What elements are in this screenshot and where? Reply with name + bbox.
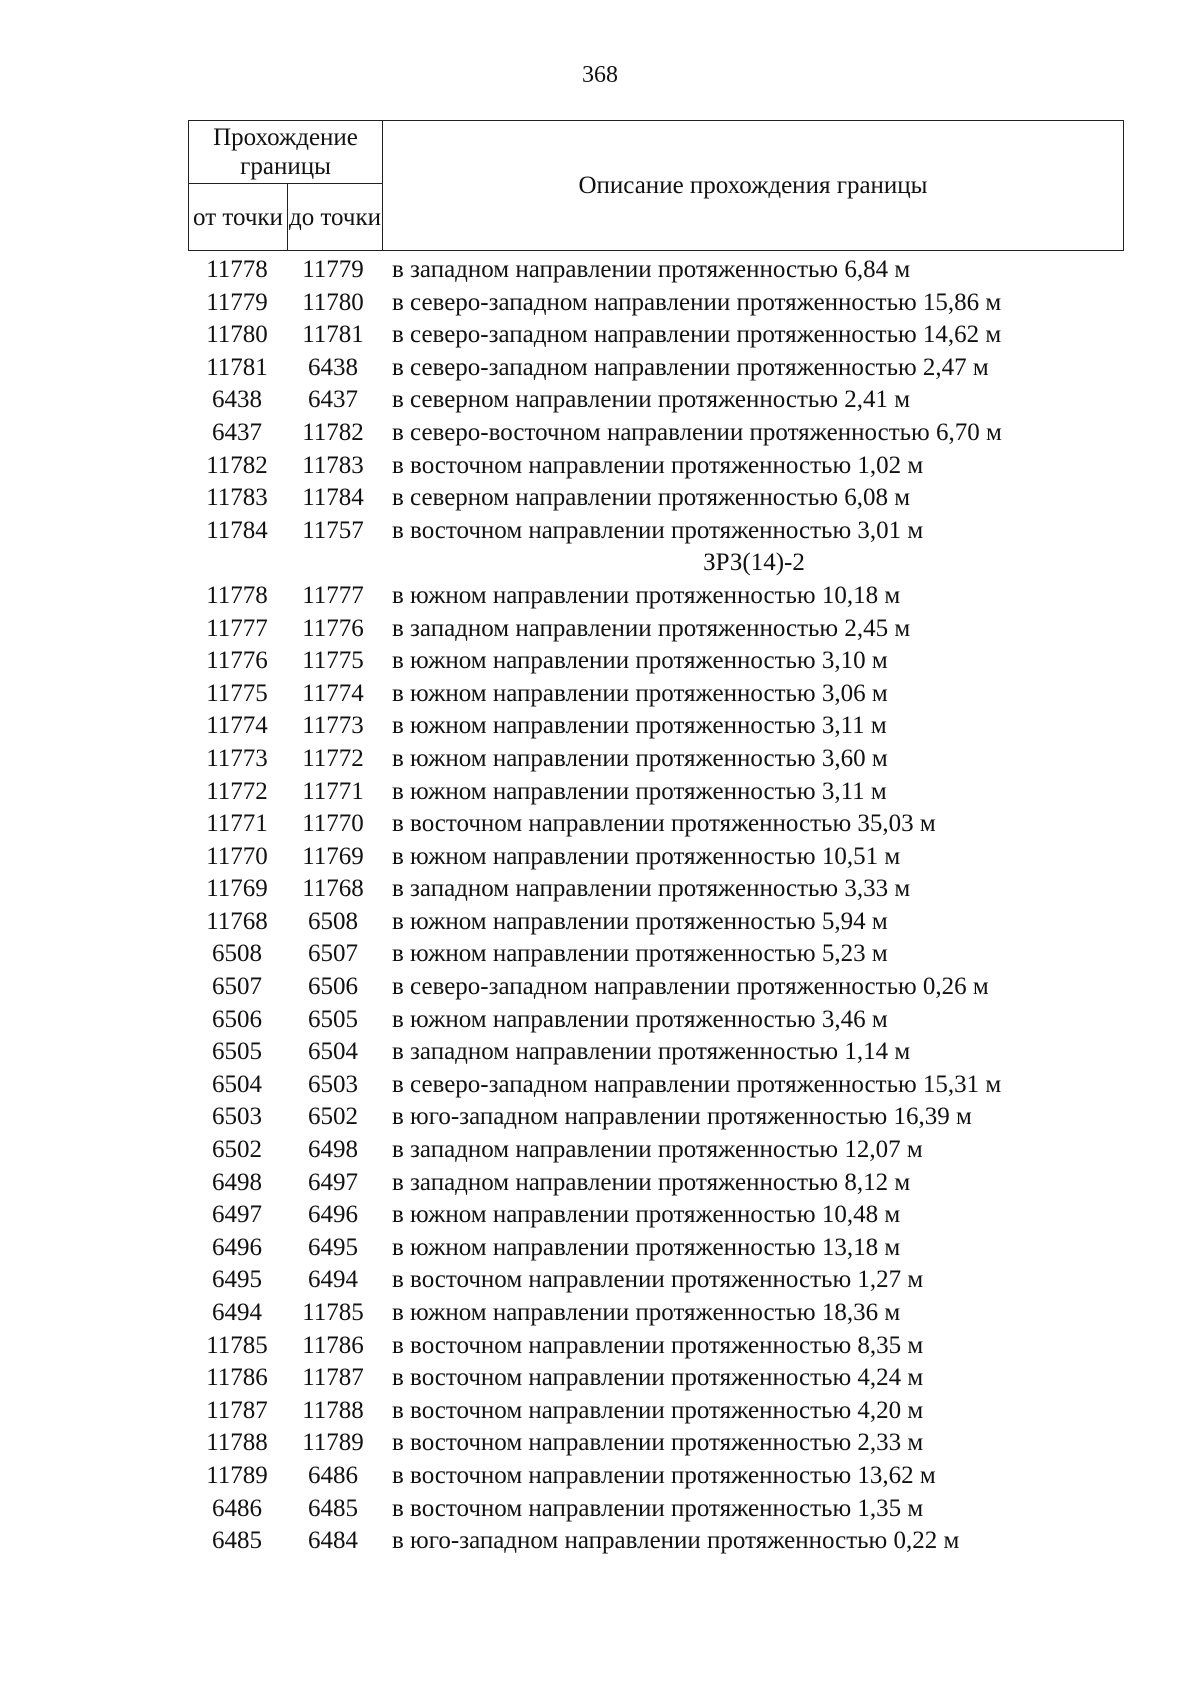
header-from-point: от точки <box>189 184 288 251</box>
from-point: 11778 <box>206 581 268 609</box>
from-point: 11783 <box>206 484 268 512</box>
table-row <box>188 384 1128 417</box>
to-point: 11783 <box>302 451 364 479</box>
from-point: 11786 <box>206 1364 268 1392</box>
from-point: 11777 <box>206 614 268 642</box>
table-row <box>188 1362 1128 1395</box>
boundary-description: в восточном направлении протяженностью 8,35 м <box>392 1331 924 1359</box>
boundary-description: в южном направлении протяженностью 5,94 м <box>392 907 888 935</box>
to-point: 11784 <box>302 484 364 512</box>
boundary-description: в южном направлении протяженностью 13,18 м <box>392 1233 901 1261</box>
to-point: 11757 <box>302 516 364 544</box>
from-point: 6507 <box>212 973 262 1001</box>
to-point: 6496 <box>308 1201 358 1229</box>
from-point: 11788 <box>206 1429 268 1457</box>
boundary-description: в южном направлении протяженностью 3,11 м <box>392 777 887 805</box>
from-point: 6506 <box>212 1005 262 1033</box>
to-point: 6485 <box>308 1494 358 1522</box>
from-point: 6497 <box>212 1201 262 1229</box>
boundary-description: в восточном направлении протяженностью 35,03 м <box>392 810 936 838</box>
from-point: 6503 <box>212 1103 262 1131</box>
boundary-rows <box>188 254 1128 1558</box>
to-point: 11782 <box>302 418 364 446</box>
to-point: 11787 <box>302 1364 364 1392</box>
table-row <box>188 613 1128 646</box>
table-row <box>188 743 1128 776</box>
table-row <box>188 1460 1128 1493</box>
table-row <box>188 1199 1128 1232</box>
boundary-description: в южном направлении протяженностью 3,06 м <box>392 679 888 707</box>
to-point: 6437 <box>308 386 358 414</box>
boundary-description: в северо-восточном направлении протяженностью 6,70 м <box>392 418 1002 446</box>
to-point: 6506 <box>308 973 358 1001</box>
from-point: 11784 <box>206 516 268 544</box>
boundary-description: в восточном направлении протяженностью 1,35 м <box>392 1494 924 1522</box>
to-point: 6507 <box>308 940 358 968</box>
boundary-description: в юго-западном направлении протяженностью 16,39 м <box>392 1103 972 1131</box>
boundary-description: в западном направлении протяженностью 8,12 м <box>392 1168 911 1196</box>
boundary-description: в северо-западном направлении протяженностью 2,47 м <box>392 353 989 381</box>
boundary-description: в восточном направлении протяженностью 1,02 м <box>392 451 924 479</box>
from-point: 11775 <box>206 679 268 707</box>
to-point: 11775 <box>302 647 364 675</box>
from-point: 11769 <box>206 875 268 903</box>
from-point: 6502 <box>212 1136 262 1164</box>
table-row <box>188 580 1128 613</box>
from-point: 6438 <box>212 386 262 414</box>
table-header <box>188 120 1124 251</box>
from-point: 11782 <box>206 451 268 479</box>
to-point: 6502 <box>308 1103 358 1131</box>
table-row <box>188 1297 1128 1330</box>
to-point: 6503 <box>308 1070 358 1098</box>
from-point: 11773 <box>206 744 268 772</box>
table-row <box>188 1493 1128 1526</box>
table-row <box>188 678 1128 711</box>
table-row <box>188 254 1128 287</box>
table-row <box>188 417 1128 450</box>
boundary-description: в восточном направлении протяженностью 13,62 м <box>392 1461 936 1489</box>
boundary-description: в южном направлении протяженностью 10,51 м <box>392 842 901 870</box>
boundary-description: в юго-западном направлении протяженностью 0,22 м <box>392 1527 960 1555</box>
from-point: 6505 <box>212 1038 262 1066</box>
from-point: 6494 <box>212 1299 262 1326</box>
header-to-point: до точки <box>288 184 383 251</box>
from-point: 11774 <box>206 712 268 740</box>
table-row <box>188 1330 1128 1363</box>
boundary-description: в восточном направлении протяженностью 3,01 м <box>392 516 924 544</box>
section-title: ЗРЗ(14)-2 <box>703 549 805 577</box>
from-point: 11776 <box>206 647 268 675</box>
table-row <box>188 319 1128 352</box>
from-point: 6486 <box>212 1494 262 1522</box>
table-row <box>188 1134 1128 1167</box>
to-point: 11769 <box>302 842 364 870</box>
table-row <box>188 352 1128 385</box>
from-point: 11772 <box>206 777 268 805</box>
to-point: 6494 <box>308 1266 358 1294</box>
table-row <box>188 873 1128 906</box>
from-point: 11789 <box>206 1461 268 1489</box>
boundary-description: в южном направлении протяженностью 10,18 м <box>392 581 901 609</box>
boundary-description: в восточном направлении протяженностью 4,24 м <box>392 1364 924 1392</box>
to-point: 11773 <box>302 712 364 740</box>
to-point: 11786 <box>302 1331 364 1359</box>
boundary-description: в западном направлении протяженностью 6,84 м <box>392 256 911 283</box>
table-row <box>188 450 1128 483</box>
boundary-description: в западном направлении протяженностью 12,07 м <box>392 1136 923 1164</box>
boundary-description: в восточном направлении протяженностью 2,33 м <box>392 1429 924 1457</box>
table-row <box>188 971 1128 1004</box>
boundary-description: в северном направлении протяженностью 2,41 м <box>392 386 911 414</box>
from-point: 11780 <box>206 321 268 349</box>
table-row <box>188 808 1128 841</box>
table-row <box>188 906 1128 939</box>
to-point: 6504 <box>308 1038 358 1066</box>
boundary-description: в южном направлении протяженностью 18,36 м <box>392 1299 901 1326</box>
table-row <box>188 1036 1128 1069</box>
table-row <box>188 1004 1128 1037</box>
page-number: 368 <box>582 62 618 88</box>
table-row <box>188 1069 1128 1102</box>
to-point: 6438 <box>308 353 358 381</box>
to-point: 11770 <box>302 810 364 838</box>
from-point: 6498 <box>212 1168 262 1196</box>
boundary-description: в южном направлении протяженностью 3,11 м <box>392 712 887 740</box>
from-point: 11781 <box>206 353 268 381</box>
boundary-description: в южном направлении протяженностью 5,23 м <box>392 940 888 968</box>
table-row <box>188 1101 1128 1134</box>
from-point: 6496 <box>212 1233 262 1261</box>
from-point: 6504 <box>212 1070 262 1098</box>
to-point: 6497 <box>308 1168 358 1196</box>
boundary-description: в западном направлении протяженностью 2,45 м <box>392 614 911 642</box>
table-row <box>188 938 1128 971</box>
to-point: 11776 <box>302 614 364 642</box>
to-point: 6508 <box>308 907 358 935</box>
boundary-description: в южном направлении протяженностью 3,46 м <box>392 1005 888 1033</box>
boundary-description: в северо-западном направлении протяженностью 15,31 м <box>392 1070 1002 1098</box>
to-point: 11788 <box>302 1396 364 1424</box>
table-row <box>188 1525 1128 1558</box>
from-point: 11785 <box>206 1331 268 1359</box>
boundary-description: в южном направлении протяженностью 10,48 м <box>392 1201 901 1229</box>
from-point: 11768 <box>206 907 268 935</box>
to-point: 11768 <box>302 875 364 903</box>
header-description: Описание прохождения границы <box>383 121 1124 251</box>
table-row <box>188 482 1128 515</box>
boundary-description: в северо-западном направлении протяженностью 15,86 м <box>392 288 1002 316</box>
table-row <box>188 1167 1128 1200</box>
to-point: 11785 <box>302 1299 364 1326</box>
to-point: 11771 <box>302 777 364 805</box>
to-point: 11781 <box>302 321 364 349</box>
to-point: 6495 <box>308 1233 358 1261</box>
from-point: 11787 <box>206 1396 268 1424</box>
boundary-description: в северном направлении протяженностью 6,08 м <box>392 484 911 512</box>
table-row <box>188 776 1128 809</box>
to-point: 11774 <box>302 679 364 707</box>
to-point: 6505 <box>308 1005 358 1033</box>
to-point: 6498 <box>308 1136 358 1164</box>
table-row <box>188 1427 1128 1460</box>
to-point: 11772 <box>302 744 364 772</box>
from-point: 11771 <box>206 810 268 838</box>
table-row <box>188 841 1128 874</box>
boundary-description: в восточном направлении протяженностью 4,20 м <box>392 1396 924 1424</box>
to-point: 11779 <box>302 256 364 283</box>
header-boundary-passage: Прохождение границы <box>189 121 383 184</box>
boundary-description: в северо-западном направлении протяженностью 14,62 м <box>392 321 1002 349</box>
from-point: 6495 <box>212 1266 262 1294</box>
boundary-description: в западном направлении протяженностью 3,33 м <box>392 875 911 903</box>
to-point: 6486 <box>308 1461 358 1489</box>
from-point: 6485 <box>212 1527 262 1555</box>
from-point: 6437 <box>212 418 262 446</box>
from-point: 6508 <box>212 940 262 968</box>
boundary-description: в северо-западном направлении протяженностью 0,26 м <box>392 973 989 1001</box>
to-point: 11789 <box>302 1429 364 1457</box>
boundary-description: в южном направлении протяженностью 3,10 м <box>392 647 888 675</box>
table-row <box>188 515 1128 548</box>
table-row <box>188 1264 1128 1297</box>
boundary-description: в южном направлении протяженностью 3,60 м <box>392 744 888 772</box>
boundary-description: в западном направлении протяженностью 1,14 м <box>392 1038 911 1066</box>
to-point: 11780 <box>302 288 364 316</box>
table-row <box>188 1232 1128 1265</box>
to-point: 11777 <box>302 581 364 609</box>
from-point: 11779 <box>206 288 268 316</box>
from-point: 11778 <box>206 256 268 283</box>
table-row <box>188 287 1128 320</box>
from-point: 11770 <box>206 842 268 870</box>
table-row <box>188 710 1128 743</box>
boundary-description: в восточном направлении протяженностью 1,27 м <box>392 1266 924 1294</box>
to-point: 6484 <box>308 1527 358 1555</box>
table-row <box>188 645 1128 678</box>
table-row <box>188 1395 1128 1428</box>
